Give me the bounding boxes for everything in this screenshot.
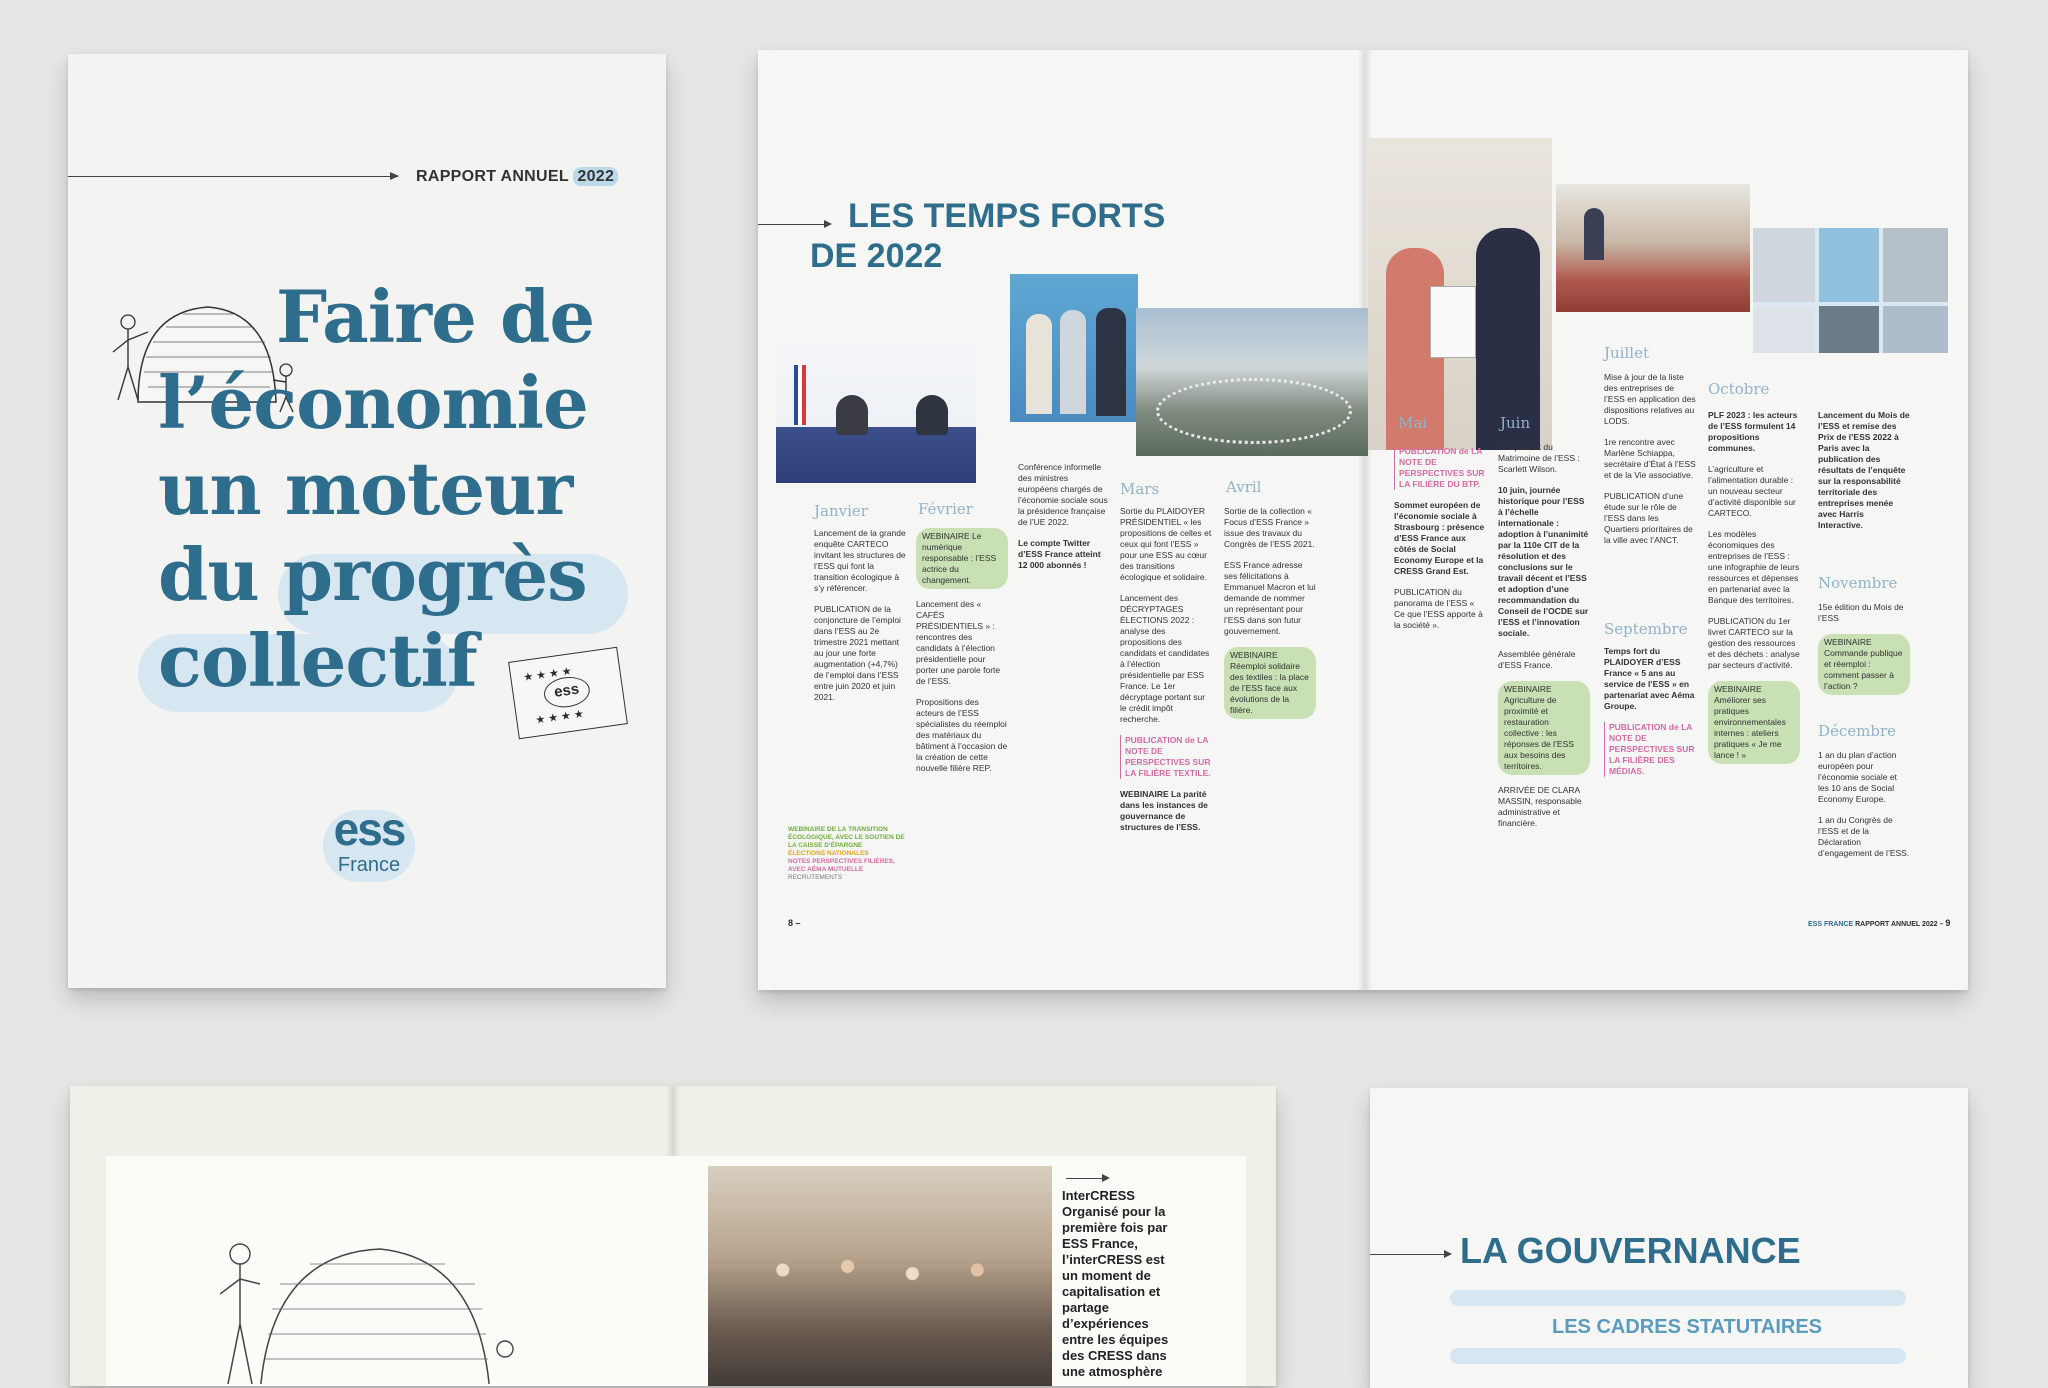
gouvernance-page xyxy=(1370,1088,1968,1388)
page-number-left: 8 – xyxy=(788,918,801,928)
intercress-title: InterCRESS xyxy=(1062,1188,1135,1203)
event-text: 15e édition du Mois de l’ESS xyxy=(1818,602,1904,623)
event-text: 1re rencontre avec Marlène Schiappa, secrétaire d’État à l’ESS et de la Vie associative. xyxy=(1604,437,1696,480)
col-conference xyxy=(1018,462,1110,581)
photo-signing xyxy=(1368,138,1552,450)
event-publication: PUBLICATION de LA NOTE DE PERSPECTIVES SUR LA FILIÈRE TEXTILE. xyxy=(1120,735,1212,779)
legend xyxy=(788,826,908,882)
col-janvier xyxy=(814,528,906,713)
bottom-spread-page xyxy=(70,1086,1276,1386)
col-septembre xyxy=(1604,646,1696,787)
photo-person xyxy=(1026,314,1052,414)
legend-item: WEBINAIRE DE LA TRANSITION ÉCOLOGIQUE, AVEC LE SOUTIEN DE LA CAISSE D’ÉPARGNE xyxy=(788,826,905,849)
event-text: Lancement des « CAFÉS PRÉSIDENTIELS » : rencontres des candidats à l’élection présidentielle pour porter une parole forte de l’ESS. xyxy=(916,599,1001,686)
event-publication: PUBLICATION de LA NOTE DE PERSPECTIVES SUR LA FILIÈRE DES MÉDIAS. xyxy=(1604,722,1696,777)
gouvernance-subheading: LES CADRES STATUTAIRES xyxy=(1552,1316,1823,1338)
logo-ess-text: ess xyxy=(333,803,405,855)
event-text: Temps fort du PLAIDOYER d’ESS France « 5 ans au service de l’ESS » en partenariat avec Aéma Groupe. xyxy=(1604,646,1695,711)
star-icon: ★ ★ ★ ★ xyxy=(522,665,573,684)
month-juin: Juin xyxy=(1500,414,1531,432)
event-text: ARRIVÉE DE CLARA MASSIN, responsable administrative et financière. xyxy=(1498,785,1582,828)
event-text: Conférence informelle des ministres européens chargés de l’économie sociale sous la présidence française de l’UE 2022. xyxy=(1018,462,1108,527)
photo-group xyxy=(1010,274,1138,422)
gouvernance-heading: LA GOUVERNANCE xyxy=(1460,1230,1801,1271)
photo-collage-cell xyxy=(1883,306,1948,353)
photo-hall-rows xyxy=(1156,378,1352,444)
month-novembre: Novembre xyxy=(1818,574,1898,592)
gouvernance-sub-highlight xyxy=(1450,1290,1906,1306)
col-juillet xyxy=(1604,372,1696,556)
gouvernance-arrow-line xyxy=(1370,1254,1448,1255)
event-text: PUBLICATION de la conjoncture de l’emploi dans l’ESS au 2e trimestre 2021 mettant au jour une forte augmentation (+4,7%) de l’emploi dans l’ESS entre juin 2020 et juin 2021. xyxy=(814,604,901,702)
intercress-block xyxy=(1062,1188,1172,1380)
event-text: Lancement des DÉCRYPTAGES ÉLECTIONS 2022 : analyse des propositions des candidats et candidates à l’élection présidentielle par ESS France. Le 1er décryptage portant sur le crédit impôt recherche. xyxy=(1120,593,1210,724)
event-text: 1 an du plan d’action européen pour l’économie sociale et les 10 ans de Social Economy Europe. xyxy=(1818,750,1897,804)
footer-brand: ESS FRANCE xyxy=(1808,921,1854,928)
ess-france-logo xyxy=(323,802,415,892)
event-text: Mise à jour de la liste des entreprises de l’ESS en application des dispositions relatives au LODS. xyxy=(1604,372,1696,426)
legend-item: RECRUTEMENTS xyxy=(788,874,843,881)
footer-label: RAPPORT ANNUEL 2022 – xyxy=(1855,921,1944,928)
spread-heading-line: LES TEMPS FORTS xyxy=(848,197,1166,235)
month-septembre: Septembre xyxy=(1604,620,1688,638)
ess-stamp-illustration xyxy=(508,647,628,740)
photo-crowd xyxy=(718,1216,1042,1386)
event-text: PUBLICATION du panorama de l’ESS « Ce que l’ESS apporte à la société ». xyxy=(1394,587,1483,630)
event-text: PUBLICATION du 1er livret CARTECO sur la gestion des ressources et des déchets : analyse par secteurs d’activité. xyxy=(1708,616,1800,670)
month-avril: Avril xyxy=(1226,478,1262,496)
month-mai: Mai xyxy=(1398,414,1428,432)
spread-heading-line: DE 2022 xyxy=(810,237,943,275)
event-text: PLF 2023 : les acteurs de l’ESS formulent 14 propositions communes. xyxy=(1708,410,1798,453)
photo-collage-cell xyxy=(1819,228,1879,302)
photo-collage-cell xyxy=(1753,306,1815,353)
cover-arrow-line xyxy=(68,176,398,177)
logo-france-text: France xyxy=(337,854,401,876)
col-octobre xyxy=(1708,410,1800,774)
event-text: 10e portrait du Matrimoine de l’ESS : Scarlett Wilson. xyxy=(1498,442,1580,474)
cover-title-line: Faire de xyxy=(276,274,595,359)
month-fevrier: Février xyxy=(918,500,973,518)
col-mars xyxy=(1120,506,1212,843)
event-webinaire: WEBINAIRE Commande publique et réemploi : comment passer à l’action ? xyxy=(1818,634,1910,695)
intercress-arrow-head xyxy=(1102,1174,1110,1182)
month-janvier: Janvier xyxy=(814,502,868,520)
cover-rapport-label xyxy=(416,168,618,186)
gouvernance-arrow-head xyxy=(1444,1250,1452,1258)
col-fevrier xyxy=(916,528,1008,784)
event-text: Assemblée générale d’ESS France. xyxy=(1498,649,1576,670)
event-text: Sortie de la collection « Focus d’ESS France » issue des travaux du Congrès de l’ESS 2021. xyxy=(1224,506,1315,549)
event-text: Sommet européen de l’économie sociale à Strasbourg : présence d’ESS France aux côtés de Social Economy Europe et la CRESS Grand Est. xyxy=(1394,500,1485,576)
month-decembre: Décembre xyxy=(1818,722,1897,740)
event-text: 1 an du Congrès de l’ESS et de la Déclaration d’engagement de l’ESS. xyxy=(1818,815,1910,858)
cover-arrow-head xyxy=(390,172,399,180)
flag-icon xyxy=(794,365,806,425)
photo-speaker xyxy=(1584,208,1604,260)
event-webinaire: WEBINAIRE Agriculture de proximité et restauration collective : les réponses de l’ESS aux besoins des territoires. xyxy=(1498,681,1590,775)
cover-title-line: un moteur xyxy=(158,446,573,531)
event-text: ESS France adresse ses félicitations à Emmanuel Macron et lui demande de nommer un représentant pour l’ESS dans son futur gouvernement. xyxy=(1224,560,1316,636)
cover-page xyxy=(68,54,666,988)
col-novembre-intro xyxy=(1818,410,1910,541)
month-juillet: Juillet xyxy=(1604,344,1649,362)
cover-year: 2022 xyxy=(573,167,618,186)
photo-person xyxy=(1060,310,1086,414)
col-juin xyxy=(1498,442,1590,839)
event-webinaire: WEBINAIRE Améliorer ses pratiques environnementales internes : ateliers pratiques « Je me lance ! » xyxy=(1708,681,1800,764)
page-number-right xyxy=(1808,918,1950,928)
photo-intercress-group xyxy=(708,1166,1052,1386)
col-decembre xyxy=(1818,750,1910,869)
event-text: L’agriculture et l’alimentation durable : un nouveau secteur d’activité disponible sur CARTECO. xyxy=(1708,464,1796,518)
col-avril xyxy=(1224,506,1316,729)
photo-collage-cell xyxy=(1753,228,1815,302)
photo-collage-cell xyxy=(1819,306,1879,353)
photo-person xyxy=(916,395,948,435)
photo-collage xyxy=(1753,228,1948,353)
spread-heading xyxy=(810,196,1165,276)
legend-item: ÉLECTIONS NATIONALES xyxy=(788,850,869,857)
event-text: Lancement de la grande enquête CARTECO invitant les structures de l’ESS qui font la transition écologique à s’y référencer. xyxy=(814,528,906,593)
event-text: Propositions des acteurs de l’ESS spécialistes du réemploi des matériaux du bâtiment à l’occasion de la création de cette nouvelle filière REP. xyxy=(916,697,1008,773)
event-text: Le compte Twitter d’ESS France atteint 12 000 abonnés ! xyxy=(1018,538,1101,570)
cover-title xyxy=(158,274,594,704)
event-text: Les modèles économiques des entreprises de l’ESS : une infographie de leurs ressources et dépenses en partenariat avec la Banque des territoires. xyxy=(1708,529,1800,605)
photo-person xyxy=(1096,308,1126,416)
month-mars: Mars xyxy=(1120,480,1160,498)
igloo-drawing-large xyxy=(220,1224,520,1384)
rapport-label-text: RAPPORT ANNUEL xyxy=(416,168,569,185)
cover-title-line: du progrès xyxy=(158,532,587,617)
photo-assembly-hall xyxy=(1136,308,1368,456)
event-text: Sortie du PLAIDOYER PRÉSIDENTIEL « les propositions de celles et ceux qui font l’ESS » pour une ESS au cœur des transitions écologique et solidaire. xyxy=(1120,506,1212,582)
photo-person xyxy=(836,395,868,435)
spread-page xyxy=(758,50,1968,990)
photo-document xyxy=(1430,286,1476,358)
col-mai xyxy=(1394,446,1486,641)
event-text: 10 juin, journée historique pour l’ESS à l’échelle internationale : adoption à l’unanimité par la 110e CIT de la résolution et des conclusions sur le travail décent et l’ESS et adoption d’une recommandation du Conseil de l’OCDE sur l’ESS et l’innovation sociale. xyxy=(1498,485,1589,638)
intercress-arrow-line xyxy=(1066,1178,1106,1179)
cover-title-line: collectif xyxy=(158,618,477,703)
event-publication: PUBLICATION de LA NOTE DE PERSPECTIVES SUR LA FILIÈRE DU BTP. xyxy=(1394,446,1486,490)
event-webinaire: WEBINAIRE Le numérique responsable : l’ESS actrice du changement. xyxy=(916,528,1008,589)
footer-page: 9 xyxy=(1945,918,1951,928)
intercress-text: Organisé pour la première fois par ESS France, l’interCRESS est un moment de capitalisation et partage d’expériences entre les équipes des CRESS dans une atmosphère xyxy=(1062,1204,1169,1379)
photo-audience xyxy=(1556,184,1750,312)
col-novembre xyxy=(1818,602,1910,705)
photo-conference xyxy=(776,335,976,483)
event-text: WEBINAIRE La parité dans les instances de gouvernance de structures de l’ESS. xyxy=(1120,789,1208,832)
gouvernance-sub-highlight-2 xyxy=(1450,1348,1906,1364)
event-text: Lancement du Mois de l’ESS et remise des Prix de l’ESS 2022 à Paris avec la publication des résultats de l’enquête sur la responsabilité territoriale des entreprises menée avec Harris Interactive. xyxy=(1818,410,1910,530)
star-icon: ★ ★ ★ ★ xyxy=(534,708,585,727)
month-octobre: Octobre xyxy=(1708,380,1770,398)
legend-item: NOTES PERSPECTIVES FILIÈRES, AVEC AÉMA MUTUELLE xyxy=(788,858,895,873)
stamp-label: ess xyxy=(542,674,592,710)
photo-collage-cell xyxy=(1883,228,1948,302)
event-webinaire: WEBINAIRE Réemploi solidaire des textiles : la place de l’ESS face aux évolutions de la filière. xyxy=(1224,647,1316,719)
cover-title-line: l’économie xyxy=(158,360,588,445)
event-text: PUBLICATION d’une étude sur le rôle de l’ESS dans les Quartiers prioritaires de la ville avec l’ANCT. xyxy=(1604,491,1693,545)
